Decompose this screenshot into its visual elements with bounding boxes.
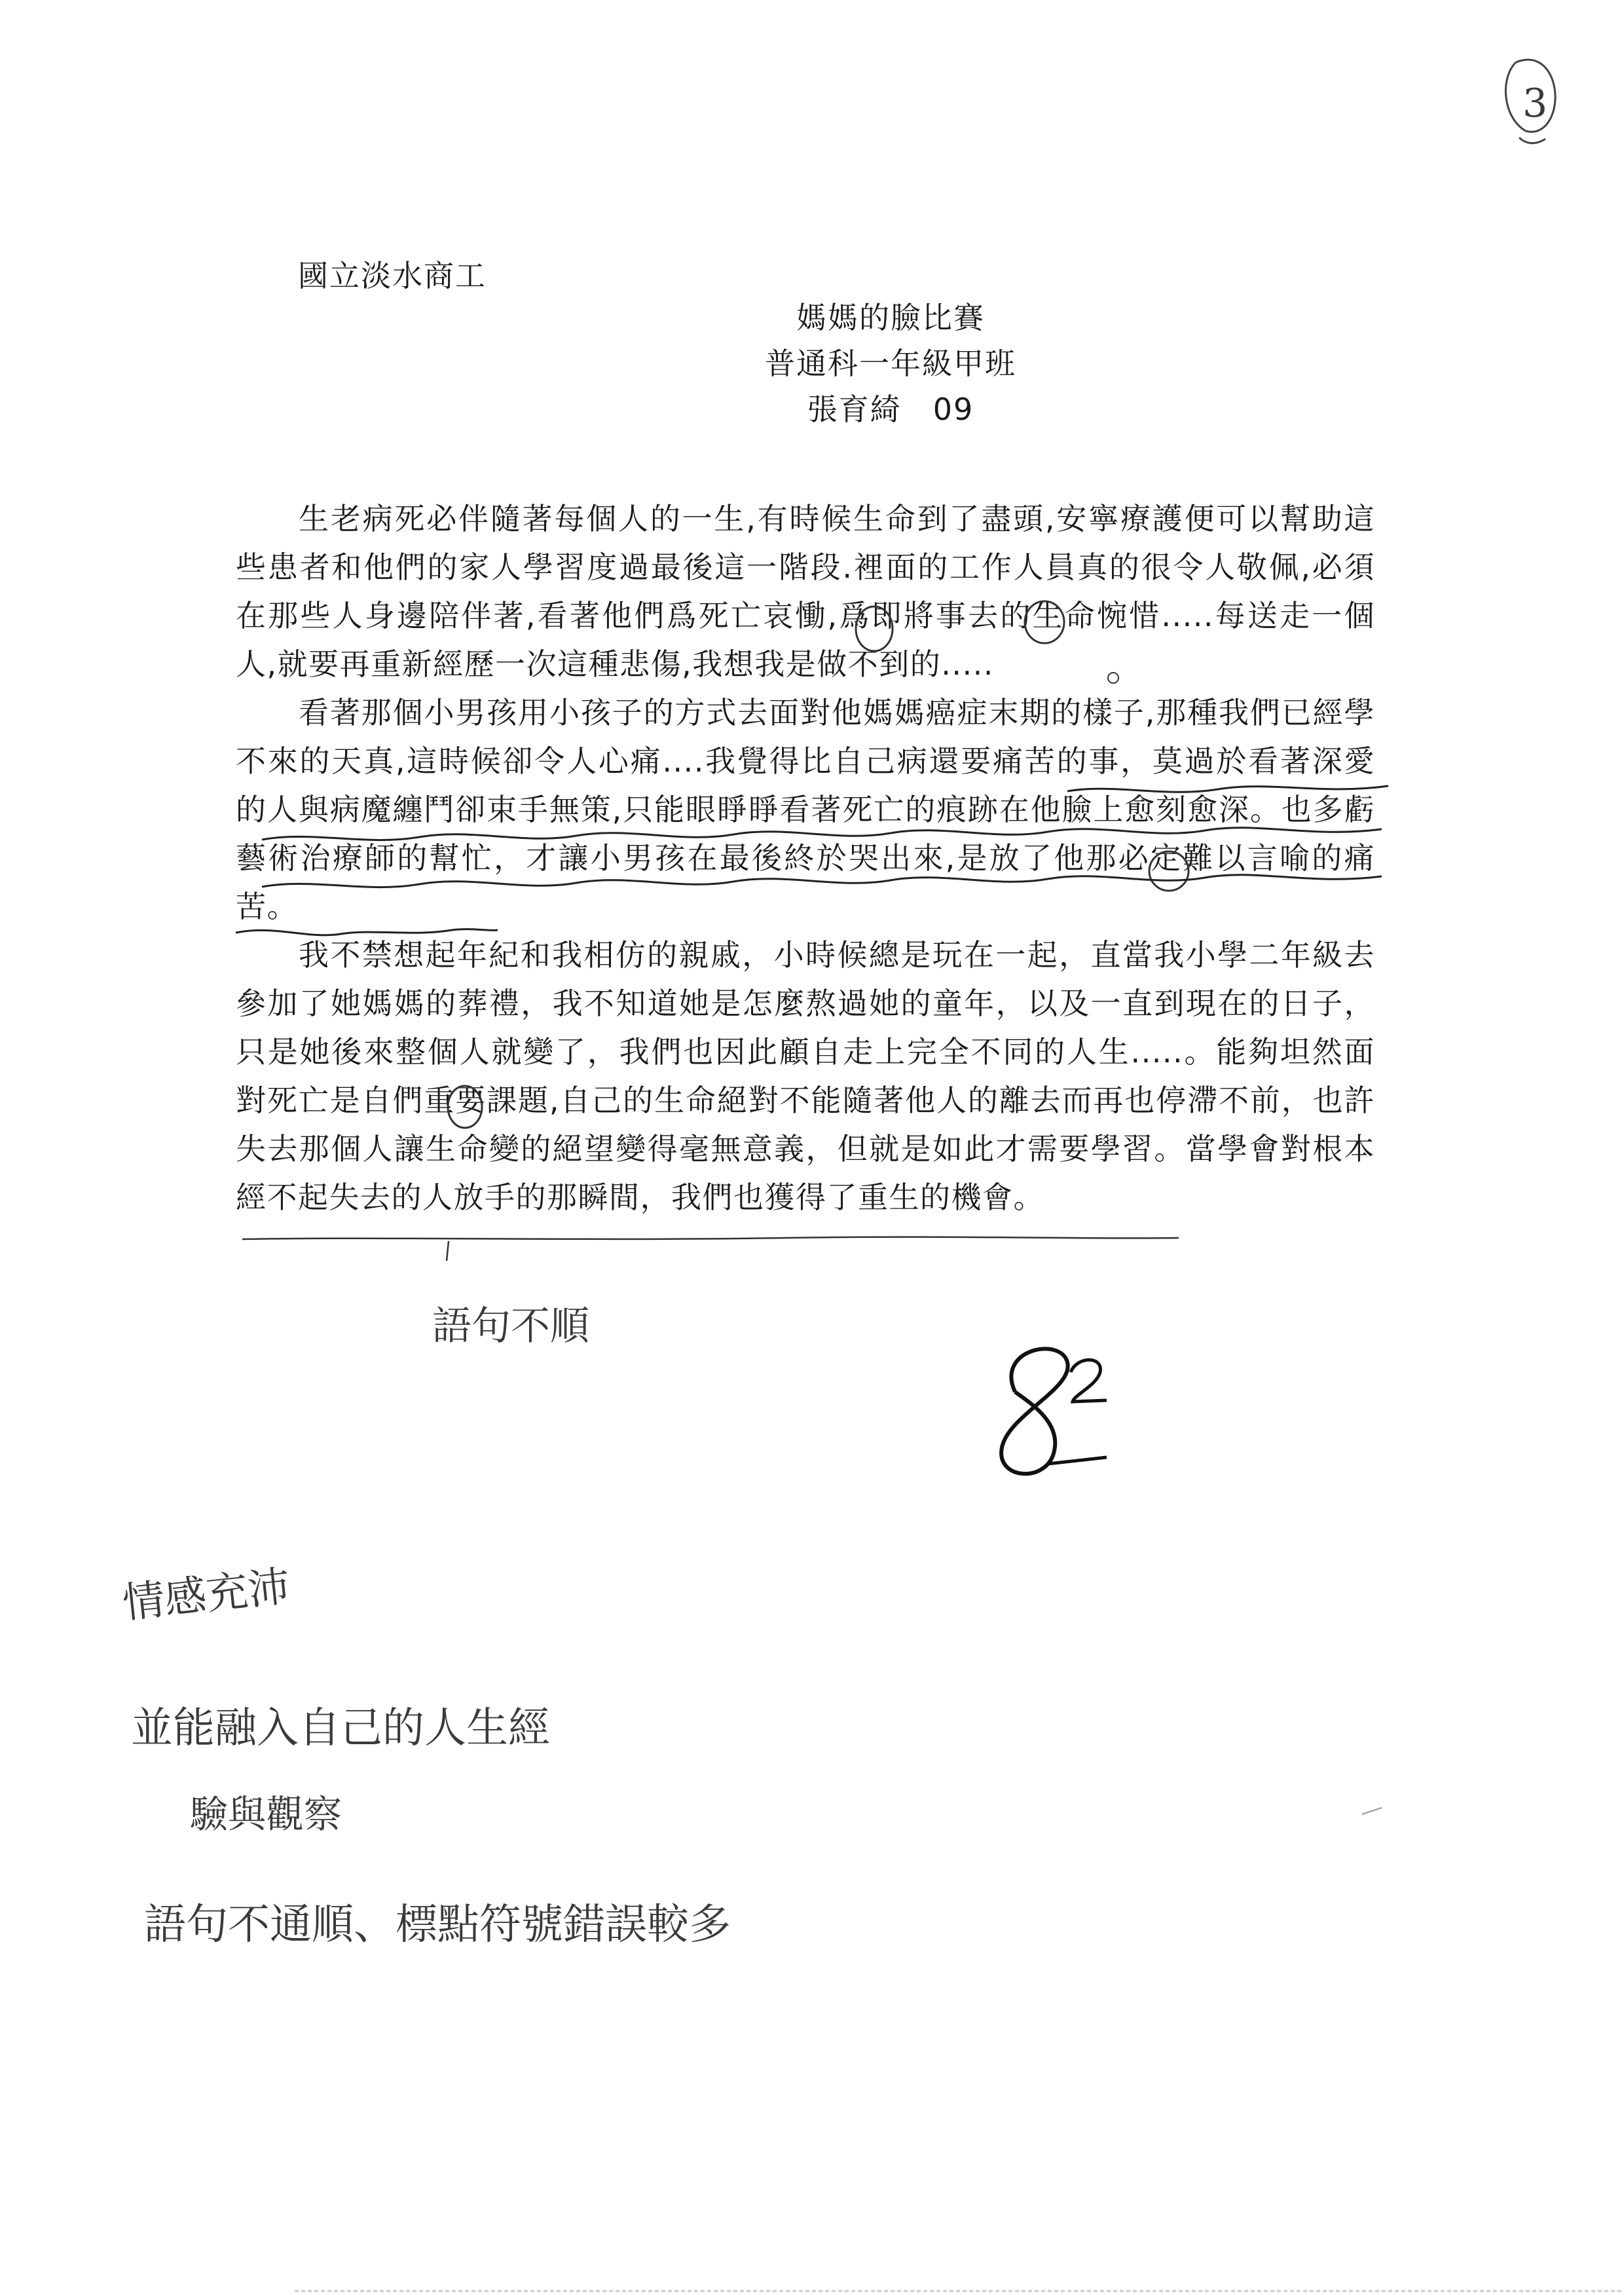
paragraph-3-underline xyxy=(242,1237,1179,1261)
page-number-text: 3 xyxy=(1522,81,1548,126)
essay-body xyxy=(236,494,1375,1222)
class-name: 普通科一年級甲班 xyxy=(765,346,1016,381)
essay-title: 媽媽的臉比賽 xyxy=(796,300,985,335)
essay-paragraph-2: 看著那個小男孩用小孩子的方式去面對他媽媽癌症末期的樣子,那種我們已經學不來的天真,這時候卻令人心痛....我覺得比自己病還要痛苦的事，莫過於看著深愛的人與病魔纏鬥卻束手無策,只能眼睜睜看著死亡的痕跡在他臉上愈刻愈深。也多虧藝術治療師的幫忙，才讓小男孩在最後終於哭出來,是放了他那必定難以言喻的痛苦。 xyxy=(236,695,1375,924)
comment-line-2: 並能融入自己的人生經 xyxy=(131,1704,550,1753)
student-name: 張育綺 09 xyxy=(807,392,974,427)
school-name: 國立淡水商工 xyxy=(298,258,487,293)
comment-final: 語句不通順、標點符號錯誤較多 xyxy=(144,1901,731,1949)
stray-mark xyxy=(1362,1808,1382,1814)
essay-paragraph-3: 我不禁想起年紀和我相仿的親戚，小時候總是玩在一起，直當我小學二年級去參加了她媽媽的葬禮，我不知道她是怎麼熬過她的童年，以及一直到現在的日子，只是她後來整個人就變了，我們也因此顧自走上完全不同的人生.....。能夠坦然面對死亡是自們重要課題,自己的生命絕對不能隨著他人的離去而再也停滯不前，也許失去那個人讓生命變的絕望變得毫無意義，但就是如此才需要學習。當學會對根本經不起失去的人放手的那瞬間，我們也獲得了重生的機會。 xyxy=(236,937,1375,1215)
page-number-mark xyxy=(1505,60,1555,143)
comment-sentence-flow: 語句不順 xyxy=(432,1303,589,1349)
comment-line-3: 驗與觀察 xyxy=(190,1792,342,1837)
essay-paragraph-1: 生老病死必伴隨著每個人的一生,有時候生命到了盡頭,安寧療護便可以幫助這些患者和他們的家人學習度過最後這一階段.裡面的工作人員真的很令人敬佩,必須在那些人身邊陪伴著,看著他們爲死亡哀慟,爲即將事去的生命惋惜.....每送走一個人,就要再重新經歷一次這種悲傷,我想我是做不到的..... xyxy=(236,501,1375,682)
score-mark xyxy=(1001,1349,1107,1474)
comment-line-1: 情感充沛 xyxy=(120,1562,293,1628)
title-block xyxy=(655,295,1126,432)
